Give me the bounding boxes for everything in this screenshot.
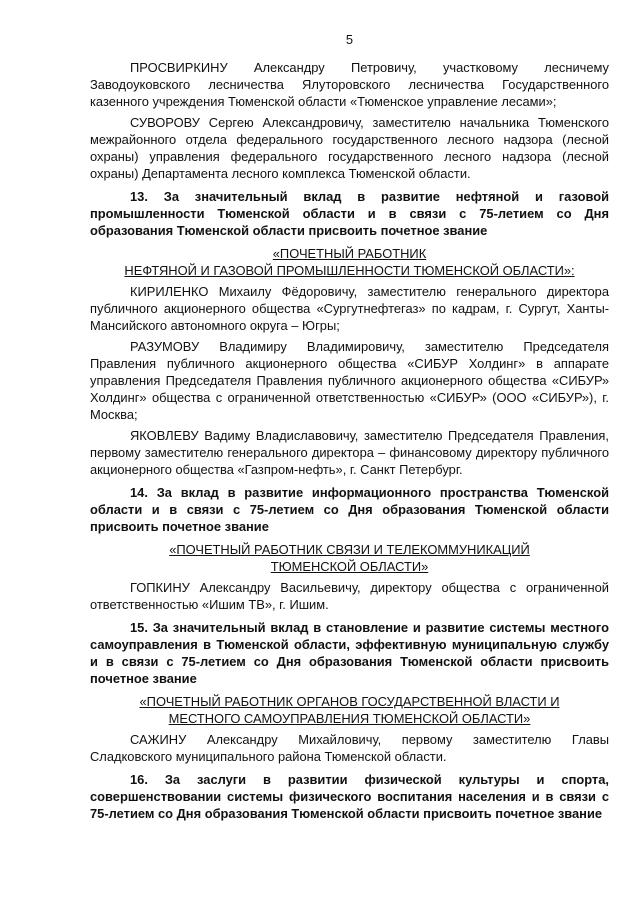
section-14-title <box>90 541 609 575</box>
award-recipient-sazhin: САЖИНУ Александру Михайловичу, первому заместителю Главы Сладковского муниципального района Тюменской области. <box>90 732 609 764</box>
award-recipient-kirilenko: КИРИЛЕНКО Михаилу Фёдоровичу, заместителю генерального директора публичного акционерного общества «Сургутнефтегаз» по кадрам, г. Сургут, Ханты-Мансийского автономного округа – Югры; <box>90 284 609 333</box>
section-15-title-line-2: МЕСТНОГО САМОУПРАВЛЕНИЯ ТЮМЕНСКОЙ ОБЛАСТИ» <box>168 711 531 726</box>
award-recipient-razumov: РАЗУМОВУ Владимиру Владимировичу, заместителю Председателя Правления публичного акционерного общества «СИБУР Холдинг» в аппарате управления Председателя Правления публичного акционерного общества «СИБУР» Холдинг» общества с ограниченной ответственностью «СИБУР» (ООО «СИБУР»), г. Москва; <box>90 339 609 422</box>
section-15-title-line-1: «ПОЧЕТНЫЙ РАБОТНИК ОРГАНОВ ГОСУДАРСТВЕННОЙ ВЛАСТИ И <box>139 694 560 709</box>
section-13-heading: 13. За значительный вклад в развитие нефтяной и газовой промышленности Тюменской области и в связи с 75-летием со Дня образования Тюменской области присвоить почетное звание <box>90 189 609 238</box>
document-body <box>90 59 609 822</box>
section-14-title-line-1: «ПОЧЕТНЫЙ РАБОТНИК СВЯЗИ И ТЕЛЕКОММУНИКАЦИЙ <box>169 542 530 557</box>
section-14-heading: 14. За вклад в развитие информационного пространства Тюменской области и в связи с 75-летием со Дня образования Тюменской области присвоить почетное звание <box>90 485 609 534</box>
award-recipient-yakovlev: ЯКОВЛЕВУ Вадиму Владиславовичу, заместителю Председателя Правления, первому заместителю генерального директора – финансовому директору публичного акционерного общества «Газпром-нефть», г. Санкт Петербург. <box>90 428 609 477</box>
section-15-heading: 15. За значительный вклад в становление и развитие системы местного самоуправления в Тюменской области, эффективную муниципальную службу и в связи с 75-летием со Дня образования Тюменской области присвоить почетное звание <box>90 620 609 686</box>
award-recipient-suvorov: СУВОРОВУ Сергею Александровичу, заместителю начальника Тюменского межрайонного отдела федерального государственного лесного надзора (лесной охраны) управления федерального государственного лесного надзора (лесной охраны) Департамента лесного комплекса Тюменской области. <box>90 115 609 181</box>
section-13-title <box>90 245 609 279</box>
section-13-title-line-2: НЕФТЯНОЙ И ГАЗОВОЙ ПРОМЫШЛЕННОСТИ ТЮМЕНСКОЙ ОБЛАСТИ»: <box>124 263 575 278</box>
award-recipient-prosvirkin: ПРОСВИРКИНУ Александру Петровичу, участковому лесничему Заводоуковского лесничества Ялуторовского лесничества Государственного казенного учреждения Тюменской области «Тюменское управление лесами»; <box>90 60 609 109</box>
section-15-title <box>90 693 609 727</box>
section-14-title-line-2: ТЮМЕНСКОЙ ОБЛАСТИ» <box>270 559 429 574</box>
section-16-heading: 16. За заслуги в развитии физической культуры и спорта, совершенствовании системы физического воспитания населения и в связи с 75-летием со Дня образования Тюменской области присвоить почетное звание <box>90 772 609 821</box>
page-number: 5 <box>345 32 354 47</box>
section-13-title-line-1: «ПОЧЕТНЫЙ РАБОТНИК <box>272 246 427 261</box>
award-recipient-gopkin: ГОПКИНУ Александру Васильевичу, директору общества с ограниченной ответственностью «Ишим ТВ», г. Ишим. <box>90 580 609 612</box>
